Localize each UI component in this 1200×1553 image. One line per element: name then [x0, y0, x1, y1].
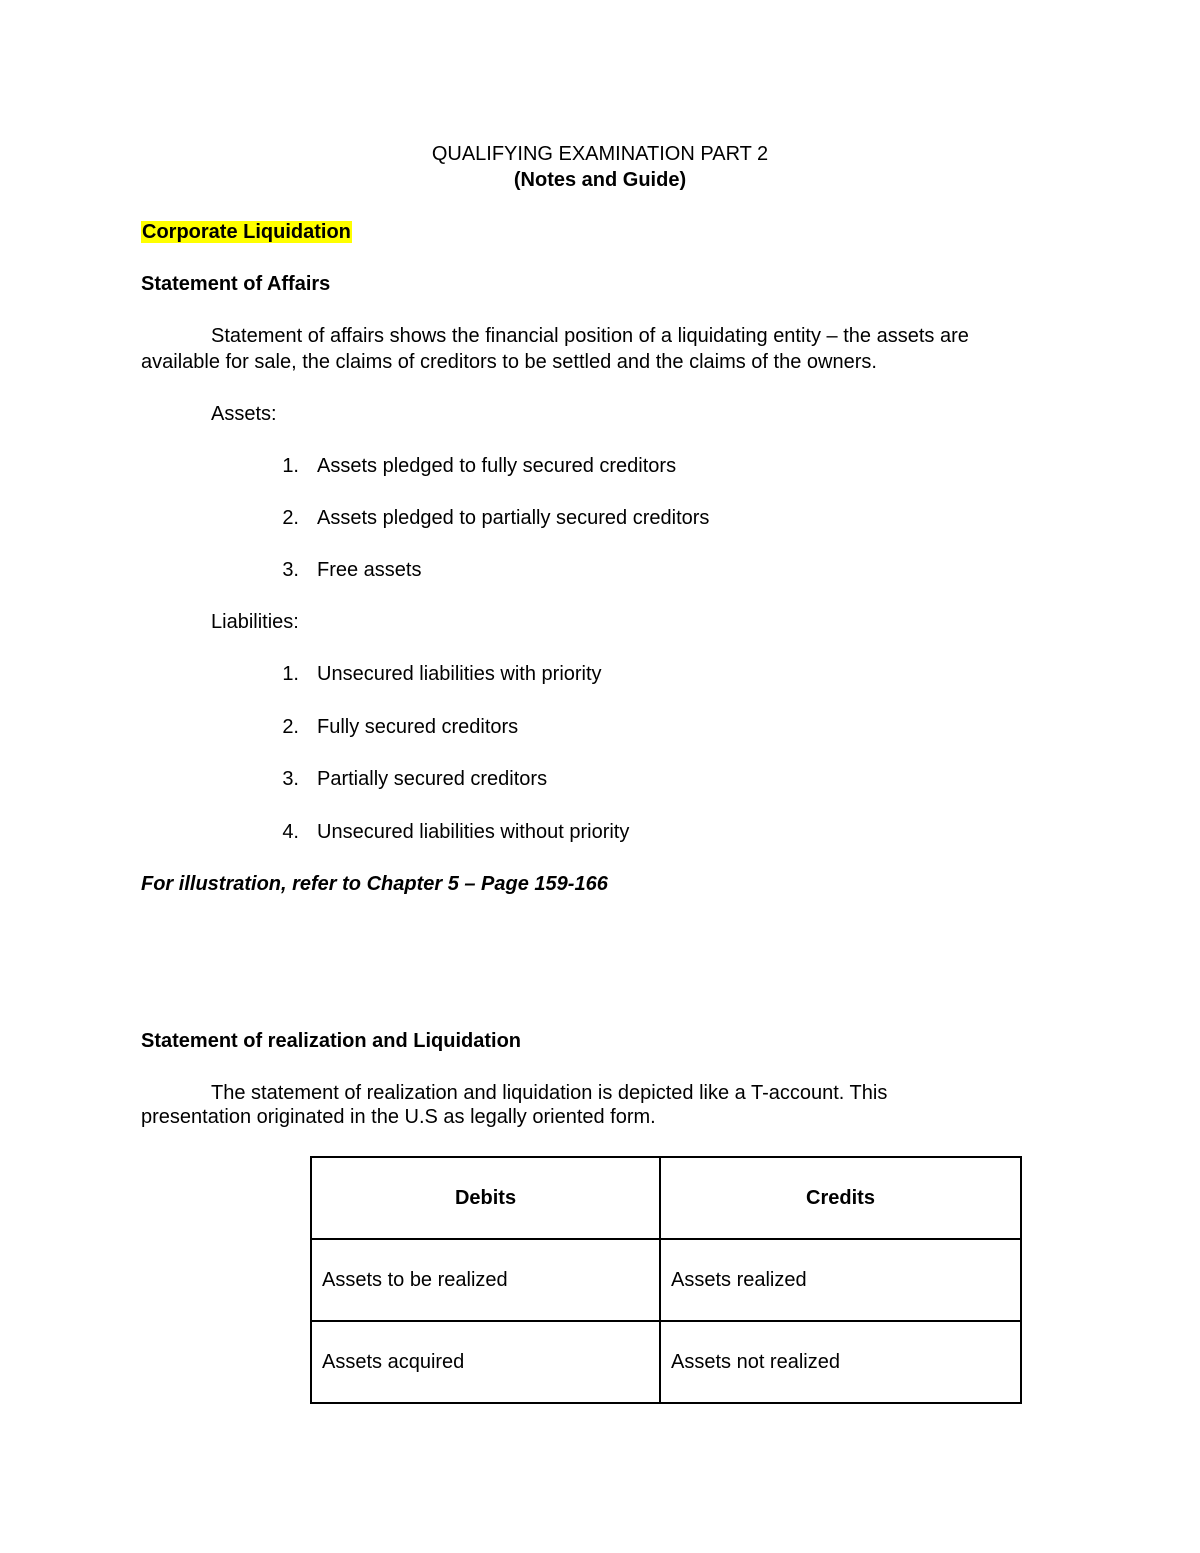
- document-subtitle: (Notes and Guide): [513, 169, 687, 191]
- list-item-text: Unsecured liabilities without priority: [317, 821, 630, 843]
- statement-of-affairs-heading: Statement of Affairs: [141, 273, 331, 295]
- list-item-text: Assets pledged to partially secured creditors: [317, 507, 710, 529]
- document-title: QUALIFYING EXAMINATION PART 2: [431, 143, 769, 165]
- table-row: [311, 1321, 1021, 1403]
- list-item-text: Free assets: [317, 559, 422, 581]
- section-heading: [141, 219, 352, 245]
- table-cell: Assets acquired: [311, 1321, 660, 1403]
- list-number: 3.: [282, 559, 299, 581]
- affairs-paragraph-line-2: available for sale, the claims of creditors to be settled and the claims of the owners.: [141, 351, 877, 373]
- list-item-text: Assets pledged to fully secured creditors: [317, 455, 677, 477]
- assets-label: Assets:: [211, 403, 277, 425]
- list-item-text: Unsecured liabilities with priority: [317, 663, 602, 685]
- table-header-row: [311, 1157, 1021, 1239]
- table-cell: Assets not realized: [660, 1321, 1021, 1403]
- liabilities-label: Liabilities:: [211, 611, 299, 633]
- list-item-text: Partially secured creditors: [317, 768, 548, 790]
- table-cell: Assets to be realized: [311, 1239, 660, 1321]
- list-number: 4.: [282, 821, 299, 843]
- list-number: 1.: [282, 455, 299, 477]
- statement-of-realization-heading: Statement of realization and Liquidation: [141, 1030, 522, 1052]
- column-header-debits: Debits: [311, 1157, 660, 1239]
- highlighted-heading-text: Corporate Liquidation: [142, 221, 351, 243]
- affairs-paragraph-line-1: Statement of affairs shows the financial position of a liquidating entity – the assets are: [211, 325, 969, 347]
- list-item-text: Fully secured creditors: [317, 716, 519, 738]
- column-header-credits: Credits: [660, 1157, 1021, 1239]
- list-number: 1.: [282, 663, 299, 685]
- realization-paragraph-line-2: presentation originated in the U.S as legally oriented form.: [141, 1106, 656, 1128]
- table-cell: Assets realized: [660, 1239, 1021, 1321]
- illustration-reference: For illustration, refer to Chapter 5 – Page 159-166: [141, 873, 608, 895]
- realization-paragraph-line-1: The statement of realization and liquidation is depicted like a T-account. This: [211, 1082, 888, 1104]
- list-number: 2.: [282, 507, 299, 529]
- list-number: 2.: [282, 716, 299, 738]
- t-account-table: [310, 1156, 1022, 1404]
- table-row: [311, 1239, 1021, 1321]
- list-number: 3.: [282, 768, 299, 790]
